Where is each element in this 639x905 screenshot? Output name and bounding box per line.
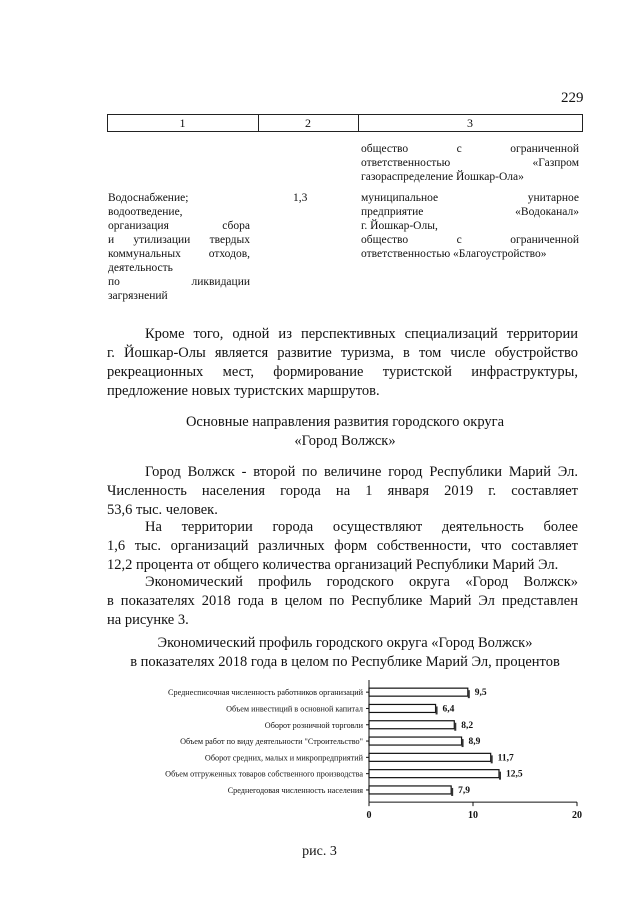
category-label: Оборот розничной торговли (264, 720, 363, 730)
table-header-row (107, 114, 583, 132)
bar-shadow (499, 772, 501, 780)
table-row2-col3: муниципальное унитарное предприятие «Водоканал» г. Йошкар-Олы, общество с ограниченной ответственностью «Благоустройство» (361, 192, 579, 260)
bar-shadow (454, 723, 456, 731)
bar (369, 688, 468, 696)
x-tick-label: 20 (572, 810, 582, 822)
bar-value-label: 7,9 (458, 785, 471, 796)
bar (369, 737, 462, 745)
figure-caption: рис. 3 (302, 844, 337, 859)
bar-shadow (436, 706, 438, 714)
page-number: 229 (561, 90, 584, 106)
bar-value-label: 8,9 (468, 737, 481, 748)
paragraph-population: Город Волжск - второй по величине город Республики Марий Эл. Численность населения города на 1 января 2019 г. составляет 53,6 тыс. человек. (107, 464, 578, 518)
category-label: Объем инвестиций в основной капитал (226, 704, 363, 714)
table-row2-col1: Водоснабжение; водоотведение, организация сбора и утилизации твердых коммунальных отходов, деятельность по ликвидации загрязнений (108, 192, 250, 302)
table-header-col2: 2 (305, 116, 311, 130)
bar-value-label: 12,5 (506, 769, 523, 780)
section-heading: Основные направления развития городского округа «Город Волжск» (185, 414, 505, 449)
bar-value-label: 6,4 (442, 704, 455, 715)
bar (369, 786, 451, 794)
category-label: Объем работ по виду деятельности "Строительство" (180, 737, 363, 747)
table-header-col1: 1 (179, 116, 186, 130)
bar-shadow (451, 788, 453, 796)
table-row2-col2: 1,3 (293, 192, 308, 204)
bar-value-label: 9,5 (474, 688, 487, 699)
x-tick-label: 0 (366, 810, 372, 822)
table-header-col3: 3 (467, 116, 473, 130)
paragraph-organizations: На территории города осуществляют деятельность более 1,6 тыс. организаций различных форм собственности, что составляет 12,2 процента от общего количества организаций Республики Марий Эл. (107, 519, 578, 573)
bar-shadow (462, 739, 464, 747)
bar (369, 770, 499, 778)
paragraph-tourism: Кроме того, одной из перспективных специализаций территории г. Йошкар-Олы является развитие туризма, в том числе обустройство рекреационных мест, формирование туристской инфраструктуры, предложение новых туристских маршрутов. (107, 326, 578, 399)
bar-value-label: 8,2 (461, 720, 474, 731)
x-tick-label: 10 (468, 810, 478, 822)
paragraph-economic-profile: Экономический профиль городского округа «Город Волжск» в показателях 2018 года в целом по Республике Марий Эл представлен на рисунке 3. (107, 574, 578, 628)
bar-shadow (491, 755, 493, 763)
bar-value-label: 11,7 (497, 753, 514, 764)
bar (369, 753, 491, 761)
table-row1-col3: общество с ограниченной ответственностью «Газпром газораспределение Йошкар-Ола» (361, 143, 579, 183)
chart-title: Экономический профиль городского округа «Город Волжск» в показателях 2018 года в целом по Республике Марий Эл, процентов (130, 635, 560, 670)
bar (369, 704, 436, 712)
category-label: Объем отгруженных товаров собственного производства (165, 769, 363, 779)
category-label: Среднегодовая численность населения (227, 785, 363, 795)
bar-chart (100, 676, 600, 836)
bar-shadow (468, 690, 470, 698)
category-label: Среднесписочная численность работников организаций (168, 688, 363, 698)
bar (369, 721, 454, 729)
category-label: Оборот средних, малых и микропредприятий (204, 753, 363, 763)
